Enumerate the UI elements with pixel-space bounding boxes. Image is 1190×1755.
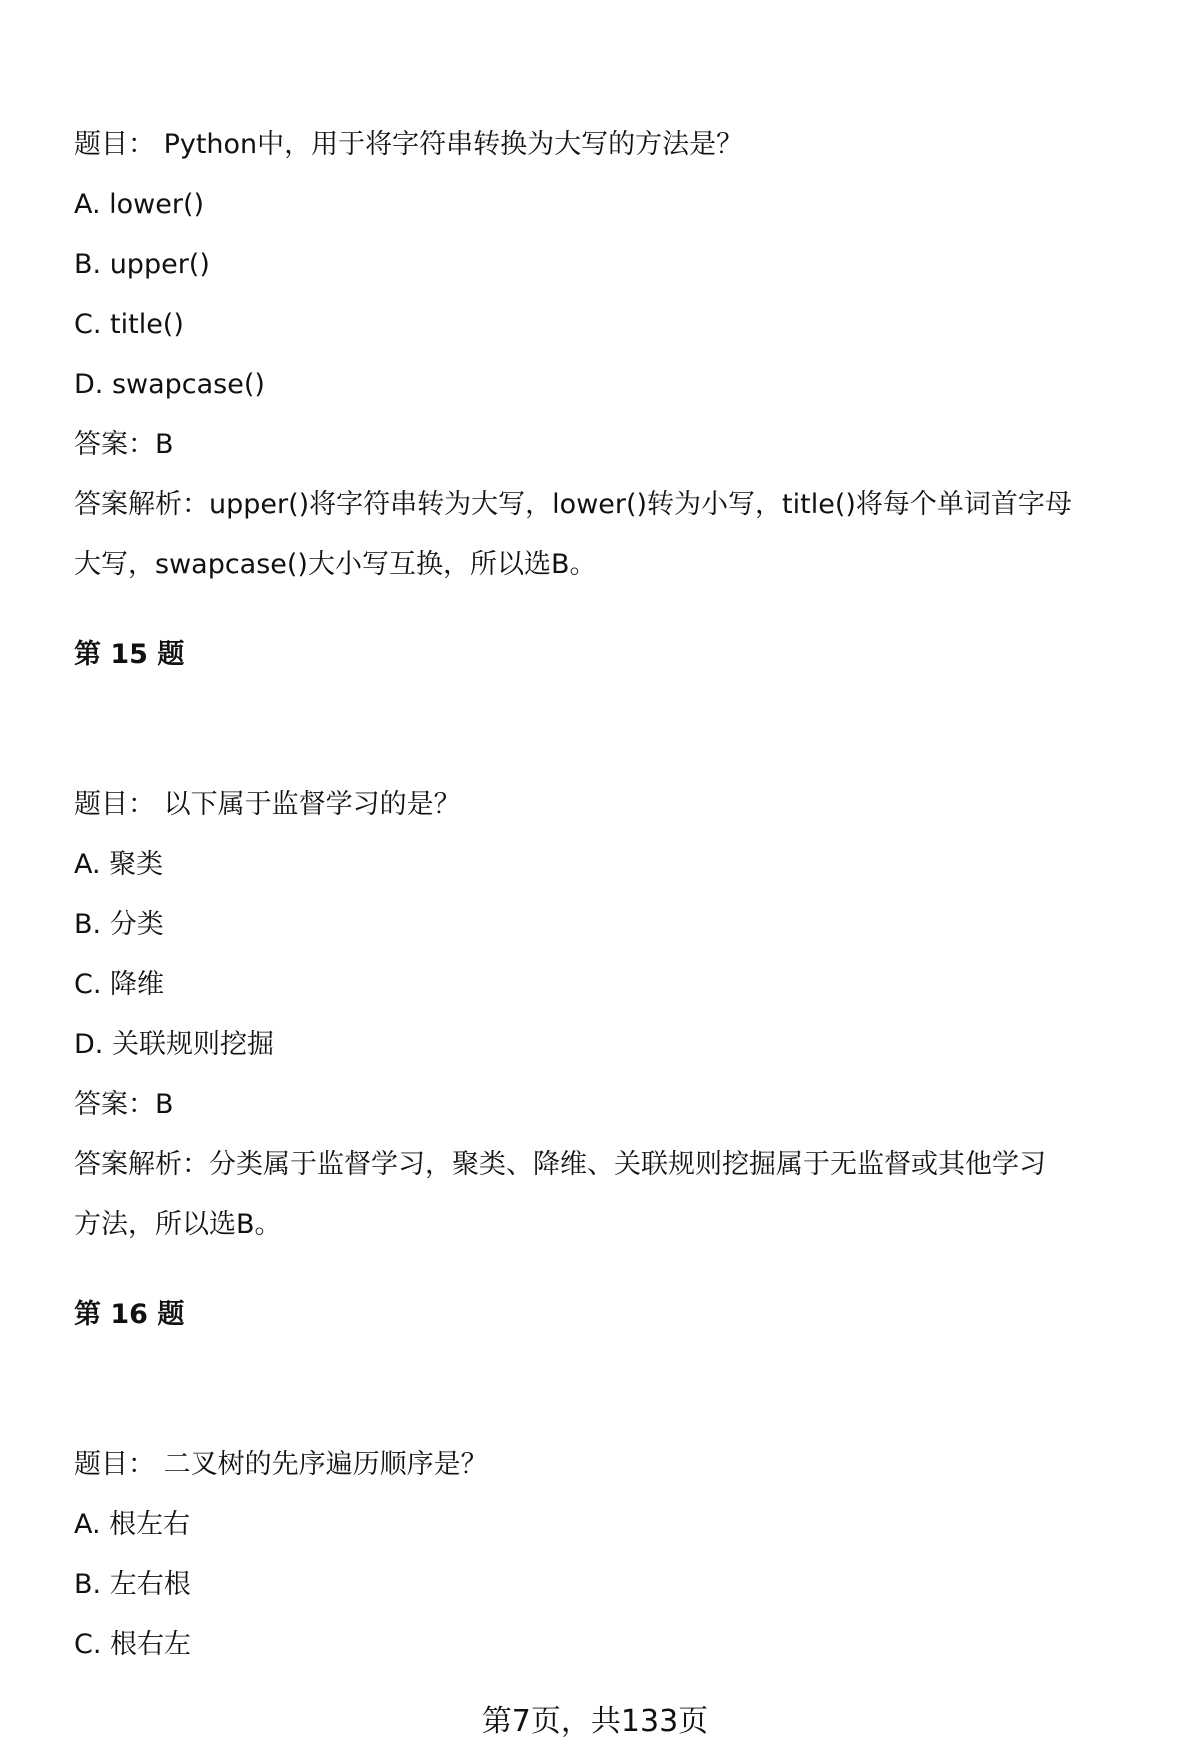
q14-answer: 答案：B [74,429,174,460]
q16-heading: 第 16 题 [74,1299,185,1330]
q14-option-c: C. title() [74,309,184,340]
q14-explanation-line-2: 大写，swapcase()大小写互换，所以选B。 [74,549,597,580]
page-number-footer: 第7页，共133页 [481,1704,709,1739]
q14-explanation-line-1: 答案解析：upper()将字符串转为大写，lower()转为小写，title()将每个单词首字母 [74,489,1072,520]
q15-answer: 答案：B [74,1089,174,1120]
q15-option-a: A. 聚类 [74,849,164,880]
q14-option-d: D. swapcase() [74,369,265,400]
q14-option-a: A. lower() [74,189,205,220]
q16-option-c: C. 根右左 [74,1629,192,1660]
q15-option-c: C. 降维 [74,969,165,1000]
q15-question: 题目： 以下属于监督学习的是？ [74,789,461,820]
q16-option-b: B. 左右根 [74,1569,191,1600]
q15-explanation-line-2: 方法，所以选B。 [74,1209,282,1240]
q16-option-a: A. 根左右 [74,1509,191,1540]
q16-question: 题目： 二叉树的先序遍历顺序是？ [74,1449,488,1480]
q14-question: 题目： Python中，用于将字符串转换为大写的方法是？ [74,129,744,160]
q15-option-d: D. 关联规则挖掘 [74,1029,274,1060]
q15-heading: 第 15 题 [74,639,185,670]
q14-option-b: B. upper() [74,249,210,280]
q15-explanation-line-1: 答案解析：分类属于监督学习，聚类、降维、关联规则挖掘属于无监督或其他学习 [74,1149,1046,1180]
q15-option-b: B. 分类 [74,909,164,940]
